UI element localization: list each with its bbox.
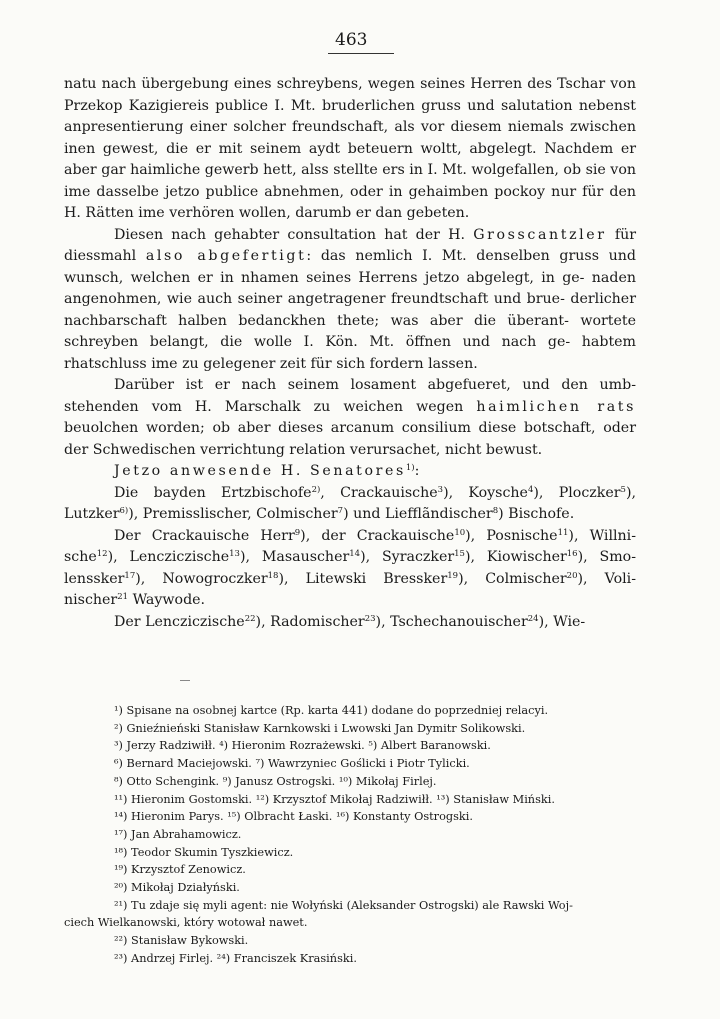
p3-line-1: Darüber ist er nach seinem losament abgefueret, und den umb-	[114, 377, 636, 393]
footnote-3-5: ³) Jerzy Radziwiłł. ⁴) Hieronim Rozrażewski. ⁵) Albert Baranowski.	[114, 739, 491, 753]
footnote-rule	[180, 680, 190, 681]
footnote-ref-8: 8	[492, 506, 499, 516]
paragraph-bischofe	[64, 483, 636, 526]
footnote-11-13: ¹¹) Hieronim Gostomski. ¹²) Krzysztof Mikołaj Radziwiłł. ¹³) Stanisław Miński.	[114, 792, 555, 806]
p6-o: ), Voli-	[577, 570, 636, 587]
page-number-rule	[328, 53, 394, 54]
p5-a: Die bayden Ertzbischofe	[114, 484, 312, 501]
p6-q: Waywode.	[132, 592, 206, 608]
p6-f: ), Lencziczische	[107, 549, 230, 565]
p2-start: Diesen nach gehabter consultation hat der H.	[114, 226, 466, 243]
footnote-8-10: ⁸) Otto Schengink. ⁹) Janusz Ostrogski. ¹⁰) Mikołaj Firlej.	[114, 774, 437, 788]
footnote-1: ¹) Spisane na osobnej kartce (Rp. karta 441) dodane do poprzedniej relacyi.	[114, 704, 549, 717]
footnote-21: ²¹) Tu zdaje się myli agent: nie Wołyński (Aleksander Ostrogski) ale Rawski Woj-	[114, 898, 573, 912]
p5-i: ) Bischofe.	[498, 506, 575, 522]
p6-b: ), der Crackauische	[300, 527, 455, 544]
footnote-ref-1: 1)	[405, 463, 415, 473]
footnote-ref-15: 15	[454, 549, 465, 559]
p1-line-6: wolgefallen, ob sie von ime dasselbe jetzo publice abnehmen, oder in	[64, 162, 637, 200]
footnote-23-24: ²³) Andrzej Firlej. ²⁴) Franciszek Krasiński.	[114, 951, 357, 965]
footnote-ref-20: 20	[566, 570, 578, 581]
footnote-ref-21: 21	[117, 592, 129, 602]
p2-grosscantzler: Grosscantzler	[473, 226, 607, 243]
p2-line2-start: für diessmahl	[64, 226, 637, 264]
footnote-ref-4: 4	[527, 484, 534, 495]
paragraph-herren	[64, 526, 636, 612]
footnote-18: ¹⁸) Teodor Skumin Tyszkiewicz.	[114, 845, 294, 859]
footnote-ref-19: 19	[447, 570, 459, 581]
p1-line-4: zwischen inen gewest, die er mit seinem aydt beteuern woltt, abgelegt.	[64, 119, 636, 157]
p6-j: ), Smo-	[577, 549, 636, 565]
p6-p: nischer	[64, 592, 118, 608]
footnote-ref-14: 14	[349, 549, 361, 559]
p5-d: ), Ploczker	[533, 484, 621, 501]
footnote-6-7: ⁶) Bernard Maciejowski. ⁷) Wawrzyniec Goślicki i Piotr Tylicki.	[114, 757, 470, 771]
footnote-ref-10: 10	[454, 527, 466, 538]
p6-a: Der Crackauische Herr	[114, 527, 295, 544]
footnote-ref-6: 6)	[119, 506, 129, 516]
footnote-2: ²) Gnieźnieński Stanisław Karnkowski i Lwowski Jan Dymitr Solikowski.	[114, 721, 526, 735]
footnote-14-16: ¹⁴) Hieronim Parys. ¹⁵) Olbracht Łaski. ¹⁶) Konstanty Ostrogski.	[114, 810, 473, 824]
p2-line-6: wortete schreyben belangt, die wolle I. Kön. Mt. öffnen und nach ge-	[64, 312, 636, 350]
page-number: 463	[335, 30, 368, 50]
footnote-ref-18: 18	[267, 570, 279, 581]
p6-k: lenssker	[64, 570, 125, 587]
p6-n: ), Colmischer	[458, 570, 567, 587]
footnote-ref-22: 22	[244, 613, 256, 624]
paragraph-senatores: Jetzo anwesende H. Senatores$^{1)}$:	[114, 463, 420, 479]
body-text	[64, 74, 636, 633]
p3-haimlichen-rats: haimlichen rats	[476, 398, 636, 415]
p1-line-7: gehaimben pockoy nur für den H. Rätten ime verhören wollen, darumb	[64, 183, 636, 221]
p5-f: Lutzker	[64, 506, 120, 522]
paragraph-2	[64, 225, 636, 376]
footnote-ref-23: 23	[364, 613, 376, 624]
p6-c: ), Posnische	[465, 527, 558, 544]
footnote-ref-11: 11	[557, 527, 569, 538]
footnote-21-continuation: ciech Wielkanowski, który wotował nawet.	[64, 916, 308, 930]
p3-line-3: beuolchen worden; ob aber dieses arcanum consilium diese botschaft,	[64, 420, 596, 436]
p5-e: ),	[625, 484, 636, 501]
p7-d: ), Wie-	[538, 613, 586, 630]
p1-line-5: Nachdem er aber gar haimliche gewerb hett, alss stellte ers in I. Mt.	[64, 140, 637, 178]
footnote-ref-9: 9	[294, 527, 301, 538]
paragraph-lencziczische	[64, 612, 636, 634]
p2-line-7: habtem rhatschluss ime zu gelegener zeit für sich fordern lassen.	[64, 334, 636, 372]
p7-a: Der Lencziczische	[114, 613, 245, 630]
p6-l: ), Nowogroczker	[135, 570, 268, 587]
footnote-ref-16: 16	[566, 549, 578, 559]
footnote-ref-7: 7	[337, 506, 344, 516]
p1-line-1: natu nach übergebung eines schreybens, wegen seines Herren des Tschar	[64, 76, 606, 92]
p5-g: ), Premisslischer, Colmischer	[128, 506, 338, 522]
p6-h: ), Syraczker	[360, 549, 455, 565]
p2-also-abgefertigt: also abgefertigt	[145, 248, 307, 264]
p3-line2-start: stehenden vom H. Marschalk zu weichen wegen	[64, 398, 464, 415]
paragraph-1	[64, 74, 636, 225]
p1-line-8: er dan gebeten.	[355, 205, 470, 221]
footnote-19: ¹⁹) Krzysztof Zenowicz.	[114, 863, 246, 877]
p5-c: ), Koysche	[443, 484, 528, 501]
p3-line-4: oder der Schwedischen verrichtung relation verursachet, nicht bewust.	[64, 420, 636, 458]
p5-b: , Crackauische	[320, 484, 438, 501]
footnote-ref-17: 17	[124, 570, 136, 581]
footnote-ref-3: 3	[437, 484, 444, 495]
footnote-20: ²⁰) Mikołaj Działyński.	[114, 881, 240, 895]
p7-b: ), Radomischer	[255, 613, 365, 630]
p6-d: ), Willni-	[568, 527, 637, 544]
footnote-22: ²²) Stanisław Bykowski.	[114, 934, 249, 948]
p2-line-3: und wunsch, welchen er in nhamen seines Herrens jetzo abgelegt, in ge-	[64, 248, 637, 286]
p1-line-2: von Przekop Kazigiereis publice I. Mt. bruderlichen gruss und salutation	[64, 76, 636, 114]
footnote-ref-12: 12	[96, 549, 108, 559]
p6-m: ), Litewski Bressker	[278, 570, 448, 587]
p6-e: sche	[64, 549, 97, 565]
p2-line-5: derlicher nachbarschaft halben bedanckhen thete; was aber die überant-	[64, 291, 636, 329]
p6-i: ), Kiowischer	[464, 549, 567, 565]
senatores-heading: Jetzo anwesende H. Senatores	[114, 463, 406, 479]
p2-line2-end: : das nemlich I. Mt. denselben gruss	[306, 248, 599, 264]
footnote-17: ¹⁷) Jan Abrahamowicz.	[114, 827, 242, 841]
footnote-ref-24: 24	[527, 613, 539, 624]
p2-line-4: naden angenohmen, wie auch seiner angetragener freundtschaft und brue-	[64, 269, 636, 307]
footnote-ref-2: 2)	[311, 484, 321, 495]
paragraph-3	[64, 375, 636, 461]
footnote-ref-13: 13	[229, 549, 240, 559]
footnotes	[64, 702, 636, 968]
p7-c: ), Tschechanouischer	[375, 613, 528, 630]
footnote-ref-5: 5	[620, 484, 626, 495]
p5-h: ) und Liefflãndischer	[343, 506, 493, 522]
p6-g: ), Masauscher	[239, 549, 350, 565]
p1-line-3: nebenst anpresentierung einer solcher freundschaft, als vor diesem niemals	[64, 97, 637, 135]
